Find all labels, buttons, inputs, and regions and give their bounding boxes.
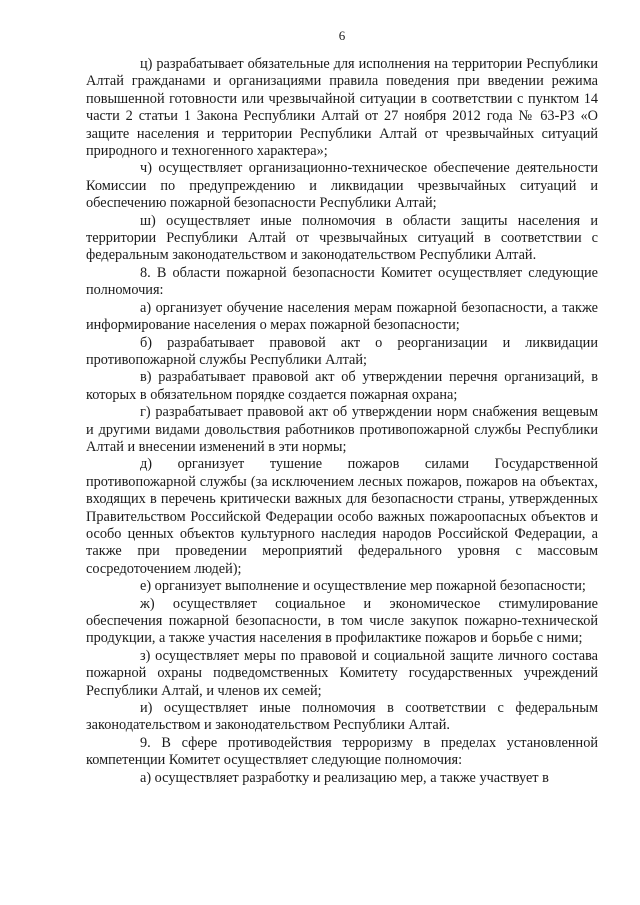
paragraph-8-fire-safety-heading: 8. В области пожарной безопасности Комитет осуществляет следующие полномочия: — [86, 264, 598, 299]
paragraph-8z-social-protection: з) осуществляет меры по правовой и социальной защите личного состава пожарной охраны подведомственных Комитету государственных учреждений Республики Алтай, и членов их семей; — [86, 647, 598, 699]
paragraph-sh-other-powers: ш) осуществляет иные полномочия в области защиты населения и территории Республики Алтай от чрезвычайных ситуаций в соответствии с федеральным законодательством и законодательством Республики Алтай. — [86, 212, 598, 264]
paragraph-8a-training: а) организует обучение населения мерам пожарной безопасности, а также информирование населения о мерах пожарной безопасности; — [86, 299, 598, 334]
paragraph-9-terrorism-heading: 9. В сфере противодействия терроризму в пределах установленной компетенции Комитет осуществляет следующие полномочия: — [86, 734, 598, 769]
paragraph-8v-organizations-list: в) разрабатывает правовой акт об утверждении перечня организаций, в которых в обязательном порядке создается пожарная охрана; — [86, 369, 598, 403]
paragraph-8b-reorganization: б) разрабатывает правовой акт о реорганизации и ликвидации противопожарной службы Республики Алтай; — [86, 334, 598, 368]
paragraph-8e-measures: е) организует выполнение и осуществление мер пожарной безопасности; — [140, 578, 586, 595]
paragraph-8i-other-powers: и) осуществляет иные полномочия в соответствии с федеральным законодательством и законодательством Республики Алтай. — [86, 700, 598, 734]
paragraph-ch-commission-support: ч) осуществляет организационно-техническое обеспечение деятельности Комиссии по предупреждению и ликвидации чрезвычайных ситуаций и обеспечению пожарной безопасности Республики Алтай; — [86, 160, 598, 212]
paragraph-8g-supply-norms: г) разрабатывает правовой акт об утверждении норм снабжения вещевым и другими видами довольствия работников противопожарной службы Республики Алтай и внесении изменений в эти нормы; — [86, 404, 598, 455]
paragraph-9a-measures: а) осуществляет разработку и реализацию мер, а также участвует в — [140, 769, 549, 786]
paragraph-8d-firefighting: д) организует тушение пожаров силами Государственной противопожарной службы (за исключением лесных пожаров, пожаров на объектах, входящих в перечень критически важных для безопасности страны, утвержденных Правительством Российской Федерации особо важных пожароопасных объектов и особо ценных объектов культурного наследия народов Российской Федерации, а также при проведении мероприятий федерального уровня с массовым сосредоточением людей); — [86, 456, 598, 577]
paragraph-8zh-stimulation: ж) осуществляет социальное и экономическое стимулирование обеспечения пожарной безопасности, в том числе закупок пожарно-технической продукции, а также участия населения в профилактике пожаров и борьбе с ними; — [86, 595, 598, 647]
page-number: 6 — [338, 28, 346, 43]
paragraph-c-rules: ц) разрабатывает обязательные для исполнения на территории Республики Алтай гражданами и организациями правила поведения при введении режима повышенной готовности или чрезвычайной ситуации в соответствии с пунктом 14 части 2 статьи 1 Закона Республики Алтай от 27 ноября 2012 года № 63-РЗ «О защите населения и территории Республики Алтай от чрезвычайных ситуаций природного и техногенного характера»; — [86, 56, 598, 160]
